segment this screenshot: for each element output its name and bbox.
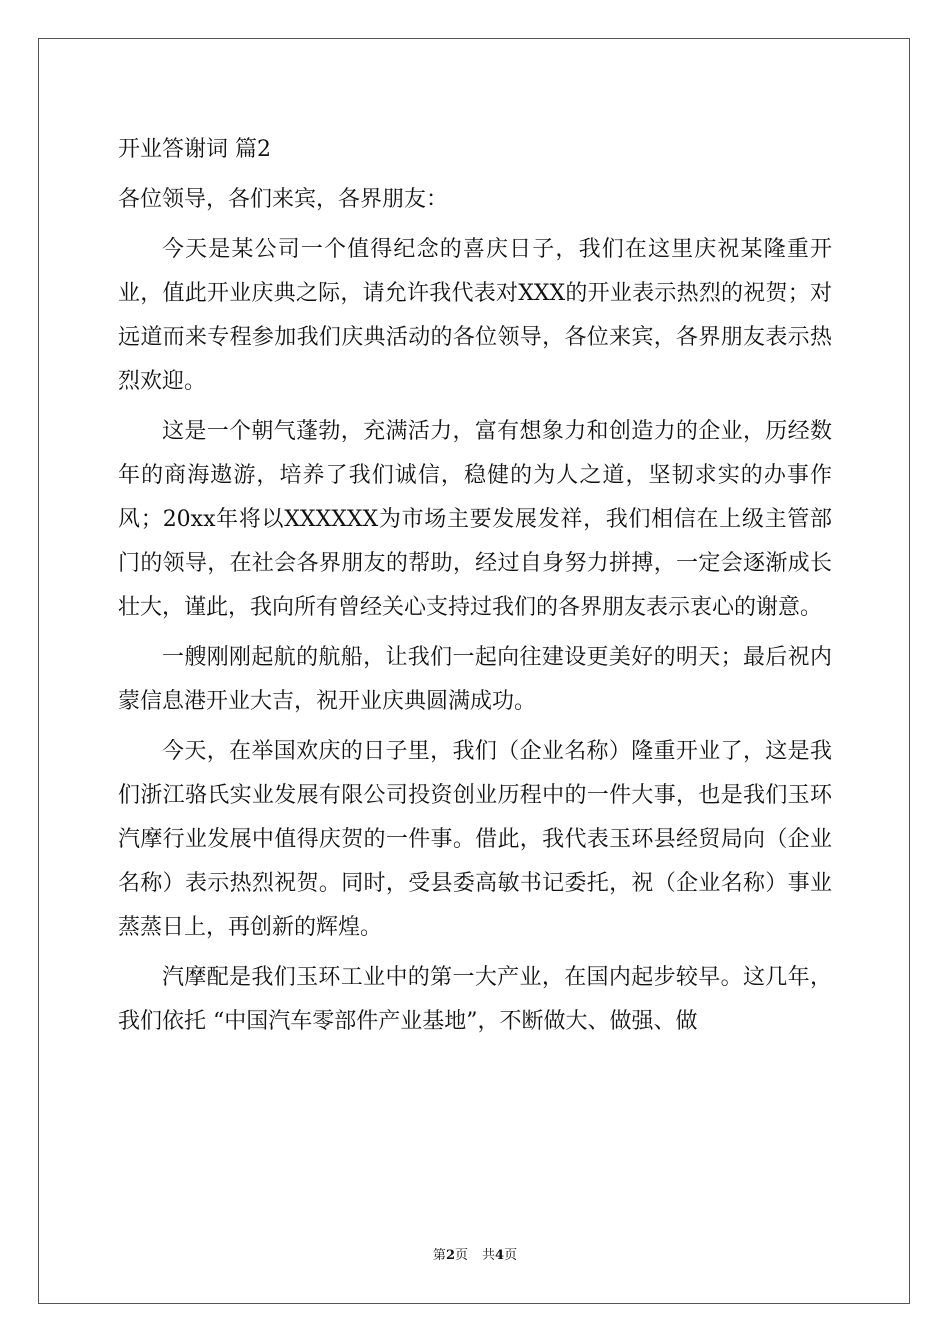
- page-suffix: 页: [454, 1248, 468, 1263]
- document-body: [118, 128, 832, 1044]
- total-prefix: 共: [482, 1248, 496, 1263]
- paragraph-4: 今天，在举国欢庆的日子里，我们（企业名称）隆重开业了，这是我们浙江骆氏实业发展有限公司投资创业历程中的一件大事，也是我们玉环汽摩行业发展中值得庆贺的一件事。借此，我代表玉环县经贸局向（企业名称）表示热烈祝贺。同时，受县委高敏书记委托，祝（企业名称）事业蒸蒸日上，再创新的辉煌。: [118, 739, 832, 940]
- salutation: 各位领导，各们来宾，各界朋友：: [118, 187, 449, 212]
- page-current: 2: [445, 1248, 455, 1263]
- page-footer: [0, 1246, 950, 1266]
- page-total: 4: [495, 1248, 505, 1263]
- total-suffix: 页: [504, 1248, 518, 1263]
- paragraph-3: 一艘刚刚起航的航船，让我们一起向往建设更美好的明天；最后祝内蒙信息港开业大吉，祝开业庆典圆满成功。: [118, 645, 832, 714]
- paragraph-5: 汽摩配是我们玉环工业中的第一大产业，在国内起步较早。这几年，我们依托 “中国汽车零部件产业基地”，不断做大、做强、做: [118, 965, 832, 1034]
- document-title: 开业答谢词 篇2: [118, 137, 271, 162]
- page-prefix: 第: [432, 1248, 446, 1263]
- paragraph-2: 这是一个朝气蓬勃，充满活力，富有想象力和创造力的企业，历经数年的商海遨游，培养了我们诚信，稳健的为人之道，坚韧求实的办事作风；20xx年将以XXXXXX为市场主要发展发祥，我们相信在上级主管部门的领导，在社会各界朋友的帮助，经过自身努力拼搏，一定会逐渐成长壮大，谨此，我向所有曾经关心支持过我们的各界朋友表示衷心的谢意。: [118, 419, 832, 620]
- paragraph-1: 今天是某公司一个值得纪念的喜庆日子，我们在这里庆祝某隆重开业，值此开业庆典之际，请允许我代表对XXX的开业表示热烈的祝贺；对远道而来专程参加我们庆典活动的各位领导，各位来宾，各界朋友表示热烈欢迎。: [118, 237, 832, 394]
